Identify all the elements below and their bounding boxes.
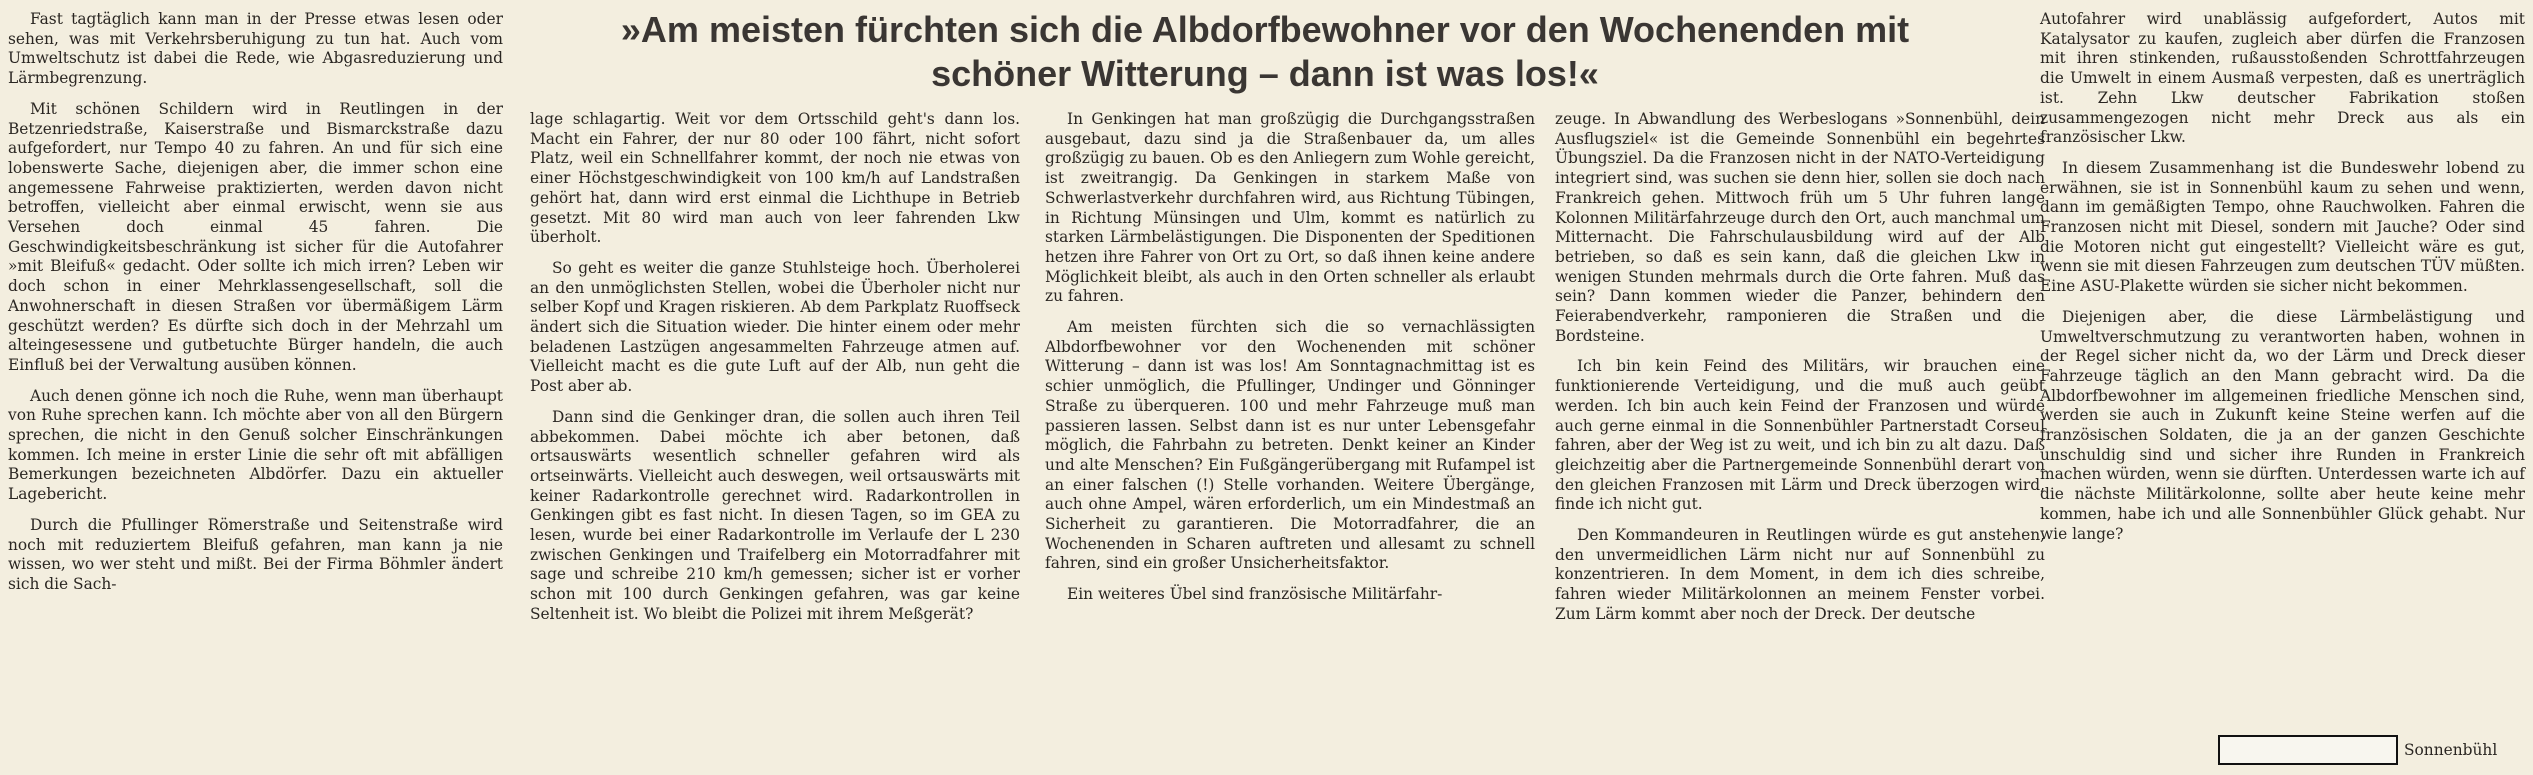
paragraph: Am meisten fürchten sich die so vernachlässigten Albdorfbewohner vor den Wochenenden mit schöner Witterung – dann ist was los! Am Sonntagnachmittag ist es schier unmöglich, die Pfullinger, Undinger und Gönninger Straße zu überqueren. 100 und mehr Fahrzeuge muß man passieren lassen. Selbst dann ist es nur unter Lebensgefahr möglich, die Fahrbahn zu betreten. Denkt keiner an Kinder und alte Menschen? Ein Fußgängerübergang mit Rufampel ist an einer falschen (!) Stelle vorhanden. Weitere Übergänge, auch ohne Ampel, wären erforderlich, um ein Mindestmaß an Sicherheit zu garantieren. Die Motorradfahrer, die an Wochenenden in Scharen auftreten und allesamt zu schnell fahren, sind ein großer Unsicherheitsfaktor. xyxy=(1045,318,1535,573)
paragraph: Ein weiteres Übel sind französische Militärfahr- xyxy=(1067,585,1443,604)
paragraph: In diesem Zusammenhang ist die Bundeswehr lobend zu erwähnen, sie ist in Sonnenbühl kaum zu sehen und wenn, dann im gemäßigten Tempo, ohne Rauchwolken. Fahren die Franzosen nicht mit Diesel, sondern mit Jauche? Oder sind die Motoren nicht gut eingestellt? Vielleicht wäre es gut, wenn sie mit diesen Fahrzeugen zum deutschen TÜV müßten. Eine ASU-Plakette würden sie sicher nicht bekommen. xyxy=(2040,158,2525,296)
author-signature xyxy=(2218,735,2497,765)
text-column-2 xyxy=(530,110,1020,636)
text-column-5 xyxy=(2040,10,2525,555)
text-column-1 xyxy=(8,10,503,606)
redacted-name-box xyxy=(2218,735,2398,765)
paragraph: Dann sind die Genkinger dran, die sollen auch ihren Teil abbekommen. Dabei möchte ich aber betonen, daß ortsauswärts wesentlich schneller gefahren wird als ortseinwärts. Vielleicht auch deswegen, weil ortsauswärts mit keiner Radarkontrolle gerechnet wird. Radarkontrollen in Genkingen gibt es fast nicht. In diesen Tagen, so im GEA zu lesen, wurde bei einer Radarkontrolle im Verlaufe der L 230 zwischen Genkingen und Traifelberg ein Motorradfahrer mit sage und schreibe 210 km/h gemessen; sicher ist er vorher schon mit 100 durch Genkingen gefahren, was gar keine Seltenheit ist. Wo bleibt die Polizei mit ihrem Meßgerät? xyxy=(530,407,1020,623)
paragraph: Den Kommandeuren in Reutlingen würde es gut anstehen, den unvermeidlichen Lärm nicht nur auf Sonnenbühl zu konzentrieren. In dem Moment, in dem ich dies schreibe, fahren wieder Militärkolonnen an meinem Fenster vorbei. Zum Lärm kommt aber noch der Dreck. Der deutsche xyxy=(1555,526,2045,623)
paragraph: Mit schönen Schildern wird in Reutlingen in der Betzenriedstraße, Kaiserstraße und Bismarckstraße dazu aufgefordert, nur Tempo 40 zu fahren. An und für sich eine lobenswerte Sache, diejenigen aber, die immer schon eine angemessene Fahrweise praktizierten, werden davon nicht betroffen, vielleicht aber einmal erwischt, wenn sie aus Versehen doch einmal 45 fahren. Die Geschwindigkeitsbeschränkung ist sicher für die Autofahrer »mit Bleifuß« gedacht. Oder sollte ich mich irren? Leben wir doch schon in einer Mehrklassengesellschaft, soll die Anwohnerschaft in diesen Straßen vor übermäßigem Lärm geschützt werden? Es dürfte sich doch in der Mehrzahl um alteingesessene und gutbetuchte Bürger handeln, die auch Einfluß bei der Verwaltung ausüben können. xyxy=(8,99,503,374)
paragraph: Ich bin kein Feind des Militärs, wir brauchen eine funktionierende Verteidigung, und die muß auch geübt werden. Ich bin auch kein Feind der Franzosen und würde auch gerne einmal in die Sonnenbühler Partnerstadt Corseul fahren, aber der Weg ist zu weit, und ich bin zu alt dazu. Daß gleichzeitig aber die Partnergemeinde Sonnenbühl derart von den gleichen Franzosen mit Lärm und Dreck überzogen wird, finde ich nicht gut. xyxy=(1555,357,2045,514)
paragraph: Durch die Pfullinger Römerstraße und Seitenstraße wird noch mit reduziertem Bleifuß gefahren, man kann ja nie wissen, wo wer steht und mißt. Bei der Firma Böhmler ändert sich die Sach- xyxy=(8,515,503,593)
text-column-3 xyxy=(1045,110,1535,616)
paragraph: So geht es weiter die ganze Stuhlsteige hoch. Überholerei an den unmöglichsten Stellen, wobei die Überholer nicht nur selber Kopf und Kragen riskieren. Ab dem Parkplatz Ruoffseck ändert sich die Situation wieder. Die hinter einem oder mehr beladenen Lastzügen angesammelten Fahrzeuge atmen auf. Vielleicht macht es die gute Luft auf der Alb, nun geht die Post aber ab. xyxy=(530,258,1020,396)
paragraph: Diejenigen aber, die diese Lärmbelästigung und Umweltverschmutzung zu verantworten haben, wohnen in der Regel sicher nicht da, wo der Lärm und Dreck dieser Fahrzeuge täglich an den Mann gebracht wird. Da die Albdorfbewohner im allgemeinen friedliche Menschen sind, werden sie auch in Zukunft keine Steine werfen auf die französischen Soldaten, die ja an der ganzen Geschichte unschuldig sind und sicher ihre Runden in Frankreich machen würden, wenn sie dürften. Unterdessen warte ich auf die nächste Militärkolonne, sollte aber heute keine mehr kommen, habe ich und alle Sonnenbühler Glück gehabt. Nur wie lange? xyxy=(2040,307,2525,543)
text-column-4 xyxy=(1555,110,2045,636)
paragraph: zeuge. In Abwandlung des Werbeslogans »Sonnenbühl, dein Ausflugsziel« ist die Gemeinde Sonnenbühl ein begehrtes Übungsziel. Da die Franzosen nicht in der NATO-Verteidigung integriert sind, was suchen sie denn hier, sollen sie doch nach Frankreich gehen. Mittwoch früh um 5 Uhr fuhren lange Kolonnen Militärfahrzeuge durch den Ort, auch manchmal um Mitternacht. Die Fahrschulausbildung wird auf der Alb betrieben, so daß es sein kann, daß die gleichen Lkw in wenigen Stunden mehrmals durch die Orte fahren. Muß das sein? Dann kommen wieder die Panzer, behindern den Feierabendverkehr, ramponieren die Straßen und die Bordsteine. xyxy=(1555,110,2045,345)
paragraph: In Genkingen hat man großzügig die Durchgangsstraßen ausgebaut, dazu sind ja die Straßenbauer da, um alles großzügig zu bauen. Ob es den Anliegern zum Wohle gereicht, ist zweitrangig. Da Genkingen in starkem Maße von Schwerlastverkehr durchfahren wird, aus Richtung Tübingen, in Richtung Münsingen und Ulm, kommt es natürlich zu starken Lärmbelästigungen. Die Disponenten der Speditionen hetzen ihre Fahrer von Ort zu Ort, so daß ihnen keine andere Möglichkeit bleibt, als auch in den Orten schneller als erlaubt zu fahren. xyxy=(1045,110,1535,306)
paragraph: Autofahrer wird unablässig aufgefordert, Autos mit Katalysator zu kaufen, zugleich aber dürfen die Franzosen mit ihren stinkenden, rußausstoßenden Schrottfahrzeugen die Umwelt in einem Ausmaß verpesten, daß es unerträglich ist. Zehn Lkw deutscher Fabrikation stoßen zusammengezogen nicht mehr Dreck aus als ein französischer Lkw. xyxy=(2040,10,2525,147)
paragraph: lage schlagartig. Weit vor dem Ortsschild geht's dann los. Macht ein Fahrer, der nur 80 oder 100 fährt, nicht sofort Platz, weil ein Schnellfahrer kommt, der noch nie etwas von einer Höchstgeschwindigkeit von 100 km/h auf Landstraßen gehört hat, dann wird erst einmal die Lichthupe in Betrieb gesetzt. Mit 80 wird man auch von leer fahrenden Lkw überholt. xyxy=(530,110,1020,247)
article-headline: »Am meisten fürchten sich die Albdorfbewohner vor den Wochenenden mit schöner Witterung – dann ist was los!« xyxy=(620,9,1910,94)
paragraph: Auch denen gönne ich noch die Ruhe, wenn man überhaupt von Ruhe sprechen kann. Ich möchte aber von all den Bürgern sprechen, die nicht in den Genuß solcher Einschränkungen kommen. Ich meine in erster Linie die sehr oft mit abfälligen Bemerkungen bezeichneten Albdörfer. Dazu ein aktueller Lagebericht. xyxy=(8,386,503,504)
paragraph: Fast tagtäglich kann man in der Presse etwas lesen oder sehen, was mit Verkehrsberuhigung zu tun hat. Auch vom Umweltschutz ist dabei die Rede, wie Abgasreduzierung und Lärmbegrenzung. xyxy=(8,10,503,88)
author-place: Sonnenbühl xyxy=(2404,741,2498,759)
